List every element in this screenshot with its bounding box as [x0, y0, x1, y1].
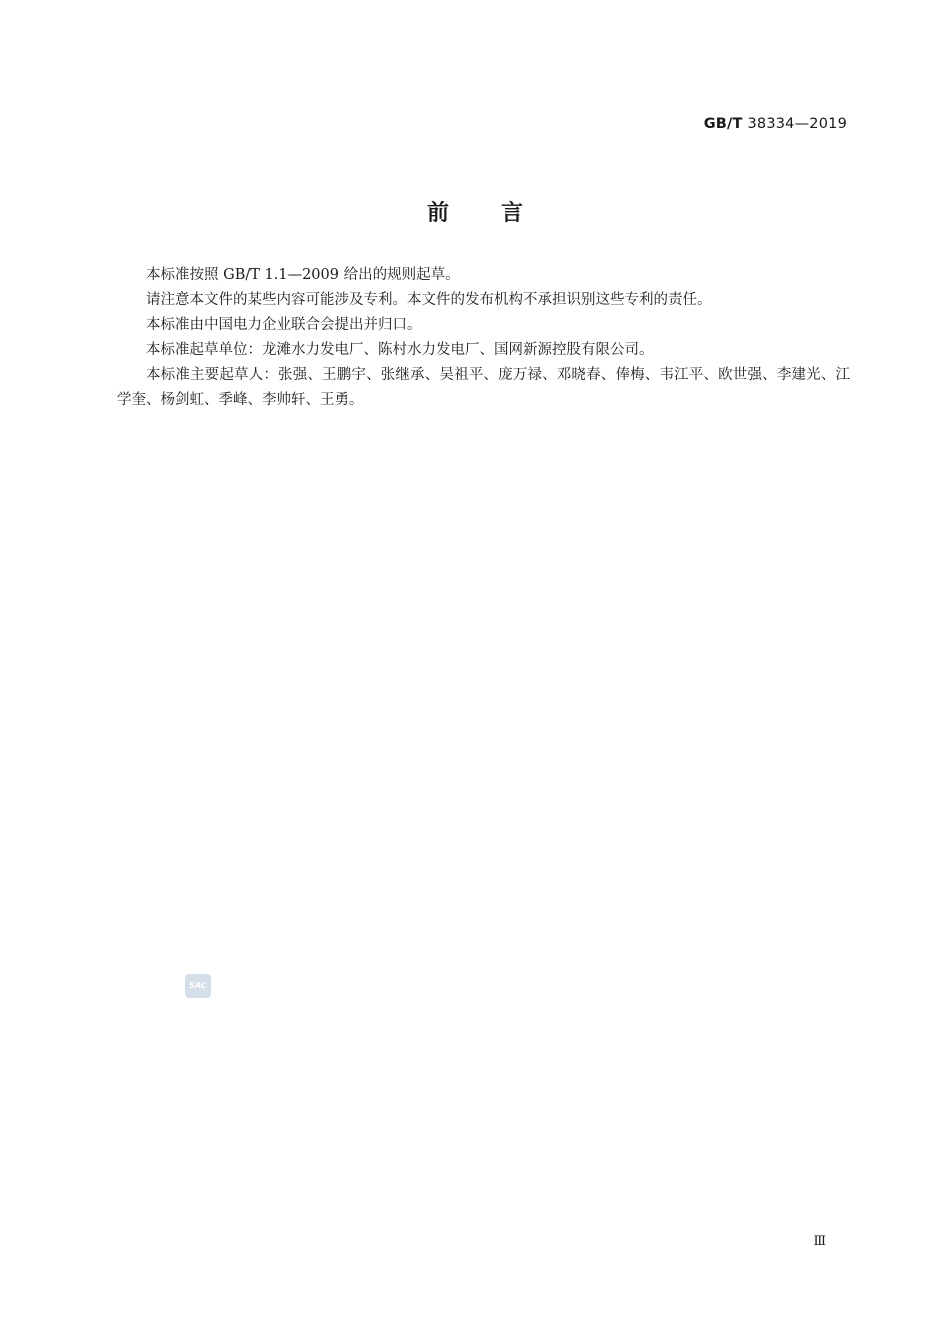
paragraph-patent-notice: 请注意本文件的某些内容可能涉及专利。本文件的发布机构不承担识别这些专利的责任。: [146, 292, 712, 308]
paragraph-drafting-rules: 本标准按照 GB/T 1.1—2009 给出的规则起草。: [146, 267, 460, 283]
page-number: Ⅲ: [813, 1234, 826, 1249]
foreword-body: [117, 263, 850, 413]
standard-number: 38334—2019: [747, 116, 847, 132]
paragraph-proposer: 本标准由中国电力企业联合会提出并归口。: [146, 317, 422, 333]
page-title: 前言: [426, 201, 575, 226]
standard-prefix: GB/T: [703, 116, 743, 132]
paragraph-drafting-units: 本标准起草单位：龙滩水力发电厂、陈村水力发电厂、国网新源控股有限公司。: [146, 342, 654, 358]
standard-code: [704, 116, 847, 132]
sac-watermark-logo: SAC: [185, 974, 211, 998]
paragraph-drafters: 本标准主要起草人：张强、王鹏宇、张继承、吴祖平、庞万禄、邓晓春、俸梅、韦江平、欧世强、李建光、江学奎、杨剑虹、季峰、李帅轩、王勇。: [117, 367, 850, 408]
